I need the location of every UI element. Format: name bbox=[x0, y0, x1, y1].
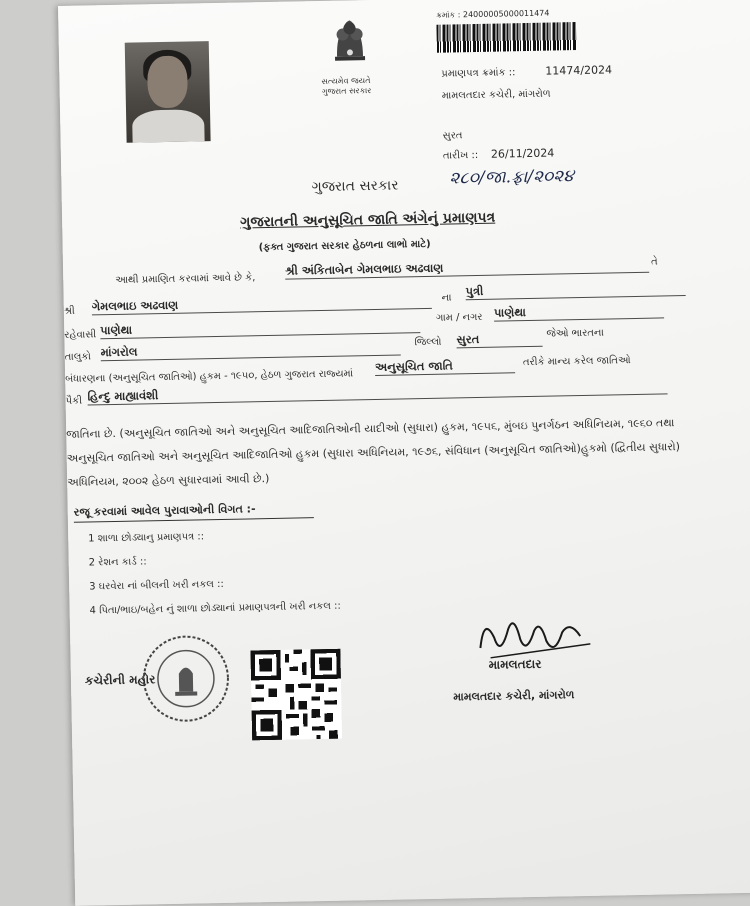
relation-value: પુત્રી bbox=[465, 280, 685, 300]
evidence-item: 4 પિતા/ભાઇ/બહેન નું શાળા છોડ્યાનાં પ્રમાણપત્રની ખરી નકલ :: bbox=[89, 600, 341, 617]
qr-code bbox=[250, 649, 342, 741]
cert-number-label: પ્રમાણપત્ર ક્રમાંક :: bbox=[441, 67, 516, 80]
cert-number: 11474/2024 bbox=[545, 63, 613, 78]
evidence-item: 1 શાળા છોડ્યાનુ પ્રમાણપત્ર :: bbox=[88, 531, 205, 545]
legal-paragraph-line1: જાતિના છે. (અનુસૂચિત જાતિઓ અને અનુસૂચિત આદિજાતિઓની યાદીઓ (સુધારા) હુકમ, ૧૯૫૬, મુંબઇ પુનર્ગઠન અધિનિયમ, ૧૯૬૦ તથા bbox=[66, 416, 675, 441]
applicant-photo bbox=[125, 41, 211, 143]
evidence-heading: રજૂ કરવામાં આવેલ પુરાવાઓની વિગત :- bbox=[74, 501, 314, 523]
recognized-suffix: તરીકે માન્ય કરેલ જાતિઓ bbox=[522, 355, 631, 369]
taluka-label: તાલુકો bbox=[64, 351, 92, 363]
applicant-name: શ્રી અંકિતાબેન ગેમલભાઇ અઢવાણ bbox=[285, 257, 649, 280]
issue-date: 26/11/2024 bbox=[490, 146, 555, 161]
emblem-motto: સત્યમેવ જયતે bbox=[321, 76, 371, 86]
village-label: ગામ / નગર bbox=[435, 311, 483, 324]
place: સુરત bbox=[442, 130, 463, 142]
state-emblem-icon bbox=[320, 12, 379, 75]
certify-suffix: તે bbox=[650, 256, 658, 268]
emblem-caption: ગુજરાત સરકાર bbox=[321, 85, 372, 96]
date-label: તારીખ :: bbox=[442, 149, 479, 162]
village-value: પાણેથા bbox=[494, 302, 664, 321]
evidence-item: 2 રેશન કાર્ડ :: bbox=[88, 556, 147, 569]
office-seal-label: કચેરીની મહોર bbox=[84, 672, 156, 688]
certificate-title: ગુજરાતની અનુસૂચિત જાતિ અંગેનું પ્રમાણપત્ર bbox=[240, 209, 496, 231]
handwritten-reference: ૨૮૦/જા.ફ્રા/૨૦૨૪ bbox=[449, 166, 575, 189]
caste-category: અનુસૂચિત જાતિ bbox=[375, 357, 515, 376]
signatory-office: મામલતદાર કચેરી, માંગરોળ bbox=[453, 688, 575, 704]
district-label: જિલ્લો bbox=[414, 336, 442, 349]
father-name: ગેમલભાઇ અઢવાણ bbox=[92, 293, 432, 316]
sub-caste-value: હિન્દુ માહ્યાવંશી bbox=[87, 378, 667, 405]
evidence-item: 3 ઘરવેરા નાં બીલની ખરી નકલ :: bbox=[89, 578, 224, 593]
barcode-number: ક્રમાંક : 24000005000011474 bbox=[436, 8, 550, 20]
barcode bbox=[436, 22, 577, 53]
certificate-subtitle: (ફક્ત ગુજરાત સરકાર હેઠળના લાભો માટે) bbox=[258, 238, 431, 254]
signatory-title: મામલતદાર bbox=[488, 656, 542, 672]
legal-paragraph-line2: અનુસૂચિત જાતિઓ અને અનુસૂચિત આદિજાતિઓ હુકમ (સુધારા અધિનિયમ, ૧૯૭૬, સંવિધાન (અનુસૂચિત જાતિઓ)હુકમો (દ્વિતીય સુધારો) bbox=[66, 440, 681, 465]
government-title: ગુજરાત સરકાર bbox=[311, 177, 399, 196]
resident-value: પાણેથા bbox=[100, 317, 420, 339]
resident-label: રહેવાસી bbox=[64, 329, 97, 341]
father-prefix: શ્રી bbox=[63, 305, 75, 317]
certify-prefix: આથી પ્રમાણિત કરવામાં આવે છે કે, bbox=[115, 272, 256, 286]
relation-label: ના bbox=[441, 292, 452, 304]
sub-caste-prefix: પૈકી bbox=[65, 395, 83, 407]
legal-paragraph-line3: અધિનિયમ, ૨૦૦૨ હેઠળ સુધારવામાં આવી છે.) bbox=[67, 472, 270, 489]
taluka-value: માંગરોલ bbox=[101, 339, 401, 361]
issuing-office: મામલતદાર કચેરી, માંગરોળ bbox=[441, 88, 551, 102]
nation-suffix: જેઓ ભારતના bbox=[546, 327, 605, 340]
certificate-page bbox=[58, 0, 750, 906]
district-value: સુરત bbox=[456, 331, 542, 349]
constitution-text: બંધારણના (અનુસૂચિત જાતિઓ) હુકમ - ૧૯૫૦, હેઠળ ગુજરાત રાજ્યમાં bbox=[65, 368, 354, 385]
